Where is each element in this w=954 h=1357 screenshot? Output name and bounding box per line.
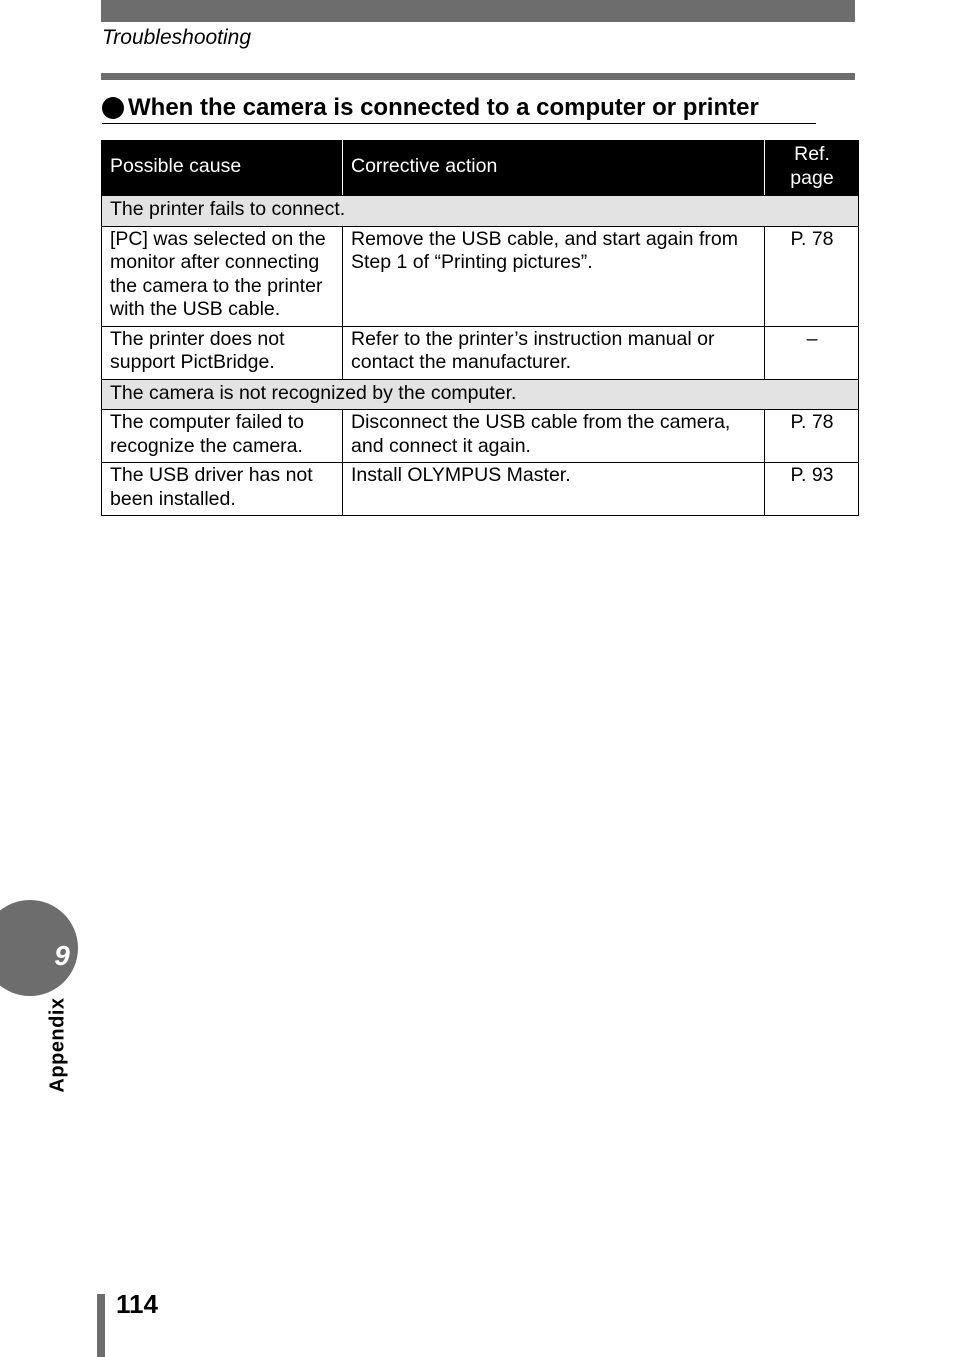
action-cell: Disconnect the USB cable from the camera, and connect it again. <box>343 410 765 463</box>
action-cell: Remove the USB cable, and start again from Step 1 of “Printing pictures”. <box>343 226 765 326</box>
header-corrective-action: Corrective action <box>343 141 765 196</box>
table-row <box>102 326 859 379</box>
header-ref-page: Ref. page <box>765 141 859 196</box>
section-heading-text: When the camera is connected to a computer or printer <box>128 94 759 121</box>
page-number-bar <box>97 1294 105 1357</box>
group-title: The printer fails to connect. <box>102 196 859 227</box>
table-row <box>102 226 859 326</box>
chapter-number: 9 <box>54 940 70 971</box>
action-cell: Refer to the printer’s instruction manual or contact the manufacturer. <box>343 326 765 379</box>
ref-cell: – <box>765 326 859 379</box>
header-rule <box>101 73 855 80</box>
group-title: The camera is not recognized by the computer. <box>102 379 859 410</box>
troubleshooting-table <box>101 140 859 516</box>
action-cell: Install OLYMPUS Master. <box>343 463 765 516</box>
chapter-label: Appendix <box>46 997 69 1093</box>
table-row <box>102 463 859 516</box>
cause-cell: The computer failed to recognize the camera. <box>102 410 343 463</box>
page-number: 114 <box>116 1289 158 1319</box>
ref-cell: P. 78 <box>765 226 859 326</box>
ref-cell: P. 93 <box>765 463 859 516</box>
group-row <box>102 379 859 410</box>
table-row <box>102 410 859 463</box>
section-heading <box>102 93 816 124</box>
table-header-row <box>102 141 859 196</box>
group-row <box>102 196 859 227</box>
cause-cell: The printer does not support PictBridge. <box>102 326 343 379</box>
header-bar <box>101 0 855 22</box>
header-possible-cause: Possible cause <box>102 141 343 196</box>
cause-cell: [PC] was selected on the monitor after connecting the camera to the printer with the USB cable. <box>102 226 343 326</box>
bullet-icon <box>102 97 124 119</box>
running-head: Troubleshooting <box>102 26 252 49</box>
cause-cell: The USB driver has not been installed. <box>102 463 343 516</box>
ref-cell: P. 78 <box>765 410 859 463</box>
